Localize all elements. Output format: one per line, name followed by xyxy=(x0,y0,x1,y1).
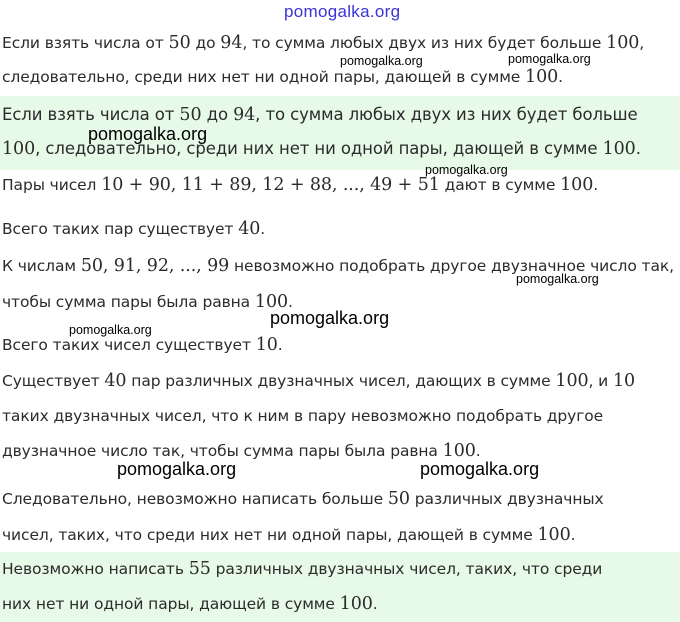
math-number: 50 xyxy=(179,105,202,125)
text: Если взять числа от xyxy=(2,105,180,124)
line xyxy=(2,587,680,622)
math-number: 94 xyxy=(220,33,243,53)
math-number: 100 xyxy=(339,594,373,614)
math-number: 100 xyxy=(555,371,589,391)
math-number: 100 xyxy=(2,139,36,159)
text: чисел, таких, что среди них нет ни одной пары, дающей в сумме xyxy=(2,526,538,544)
math-number: 10 xyxy=(255,335,278,355)
line xyxy=(2,364,680,399)
paragraph-3 xyxy=(0,168,680,202)
text: . xyxy=(372,595,378,613)
text: Существует xyxy=(2,372,105,390)
text: . xyxy=(558,68,563,86)
text: Если взять числа от xyxy=(2,34,169,52)
watermark: pomogalka.org xyxy=(425,163,508,177)
text: Всего таких чисел существует xyxy=(2,336,256,354)
text: , и xyxy=(588,372,613,390)
paragraph-7 xyxy=(0,364,680,469)
math-number: 100 xyxy=(442,441,476,461)
math-number: 50 xyxy=(168,33,191,53)
text: различных двузначных xyxy=(409,490,604,508)
watermark: pomogalka.org xyxy=(340,54,423,68)
math-number: 94 xyxy=(233,105,256,125)
text: дают в сумме xyxy=(439,176,561,194)
math-number: 100 xyxy=(254,292,289,312)
watermark: pomogalka.org xyxy=(508,52,591,66)
paragraph-4 xyxy=(0,212,680,246)
text: . xyxy=(260,220,266,238)
line xyxy=(2,552,680,587)
watermark: pomogalka.org xyxy=(270,308,390,328)
text: пар различных двузначных чисел, дающих в сумме xyxy=(126,372,556,390)
watermark: pomogalka.org xyxy=(516,272,599,286)
text: . xyxy=(277,336,283,354)
text: невозможно подобрать другое двузначное число так, xyxy=(229,257,674,275)
math-number: 50 xyxy=(387,489,410,509)
text: , следовательно, среди них нет ни одной пары, дающей в сумме xyxy=(35,139,603,158)
paragraph-8 xyxy=(0,481,680,553)
text: до xyxy=(201,105,234,124)
text: , то сумма любых двух из них будет больше xyxy=(242,34,607,52)
watermark: pomogalka.org xyxy=(88,124,208,144)
highlighted-paragraph-answer-part-2 xyxy=(0,552,680,622)
math-number: 100 xyxy=(602,139,636,159)
text: следовательно, среди них нет ни одной пары, дающей в сумме xyxy=(2,68,526,86)
math-number: 100 xyxy=(606,33,640,53)
text: , то сумма любых двух из них будет больше xyxy=(255,105,638,124)
text: них нет ни одной пары, дающей в сумме xyxy=(2,595,340,613)
watermark: pomogalka.org xyxy=(117,459,237,479)
math-expression: 50, 91, 92, ..., 99 xyxy=(80,256,230,276)
text: Пары чисел xyxy=(2,176,102,194)
line: таких двузначных чисел, что к ним в пару невозможно подобрать другое xyxy=(2,407,604,425)
text: чтобы сумма пары была равна xyxy=(2,293,255,311)
text: . xyxy=(593,176,599,194)
math-expression: 10 + 90, 11 + 89, 12 + 88, ..., 49 + 51 xyxy=(101,175,440,195)
math-number: 100 xyxy=(560,175,594,195)
watermark: pomogalka.org xyxy=(420,459,540,479)
text: двузначное число так, чтобы сумма пары была равна xyxy=(2,442,443,460)
line xyxy=(2,517,680,553)
text: Невозможно написать xyxy=(2,560,189,578)
text: Всего таких пар существует xyxy=(2,220,239,238)
text: . xyxy=(570,526,576,544)
text: . xyxy=(288,293,293,311)
text: различных двузначных чисел, таких, что среди xyxy=(210,560,603,578)
math-number: 100 xyxy=(537,525,571,545)
text: до xyxy=(190,34,221,52)
watermark-top: pomogalka.org xyxy=(284,2,401,21)
text: К числам xyxy=(2,257,81,275)
math-number: 10 xyxy=(612,371,636,391)
math-number: 55 xyxy=(188,559,211,579)
text: , xyxy=(639,34,645,52)
watermark: pomogalka.org xyxy=(69,323,152,337)
math-number: 100 xyxy=(525,67,559,87)
text: . xyxy=(635,139,641,158)
math-number: 40 xyxy=(104,371,127,391)
text: Следовательно, невозможно написать больше xyxy=(2,490,388,508)
text: . xyxy=(475,442,481,460)
math-number: 40 xyxy=(238,219,261,239)
line xyxy=(2,434,680,469)
line xyxy=(2,481,680,517)
